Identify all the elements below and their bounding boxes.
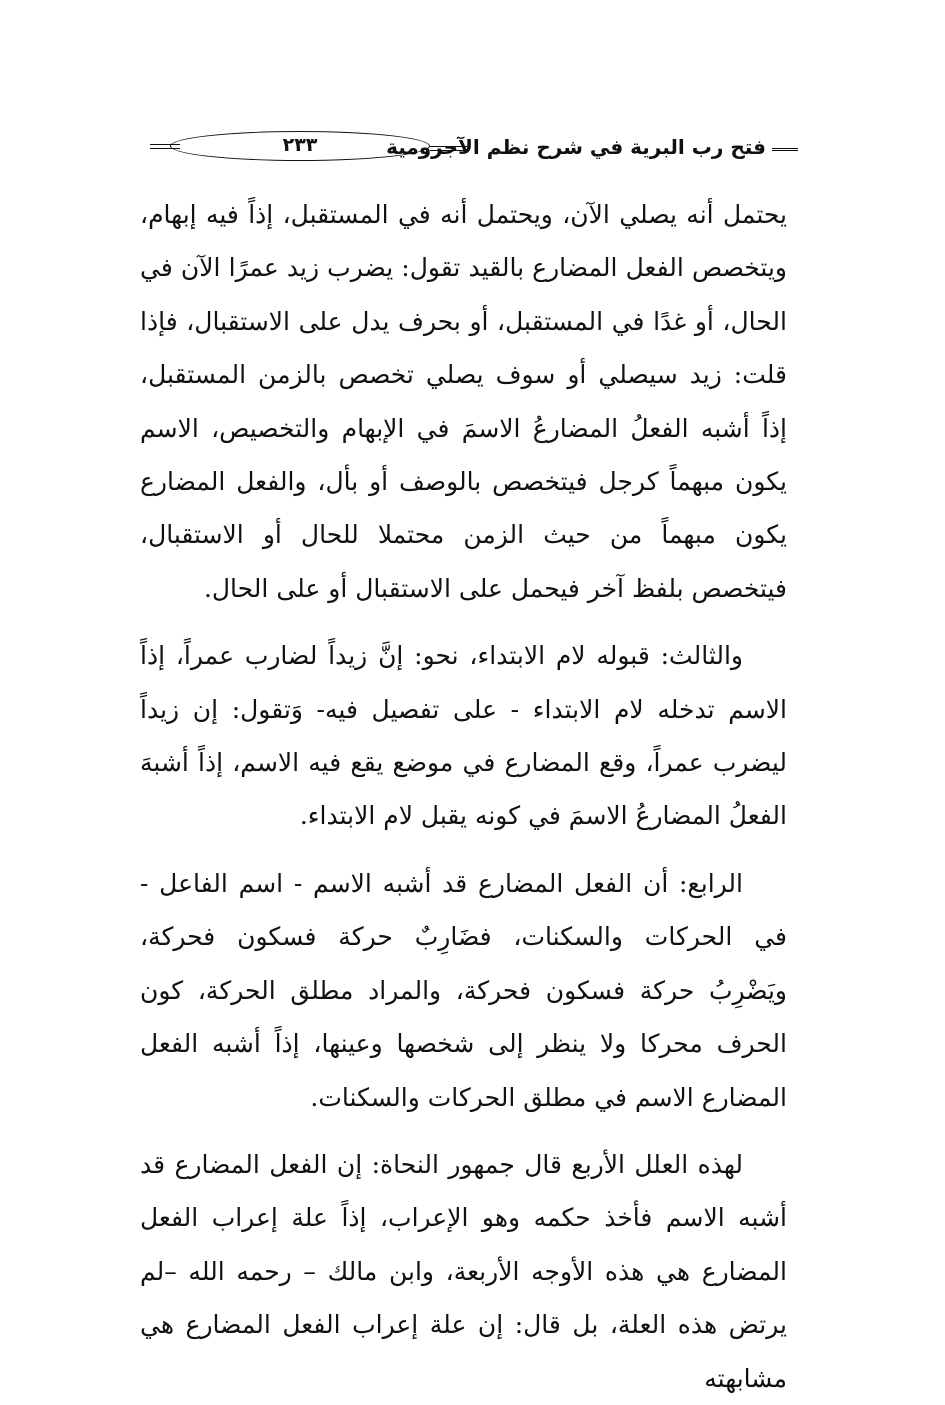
- page-number: ٢٣٣: [282, 134, 318, 156]
- header-rule-left: [150, 144, 180, 149]
- body-text: [140, 188, 787, 1405]
- paragraph-2: والثالث: قبوله لام الابتداء، نحو: إنَّ زيداً لضارب عمراً، إذاً الاسم تدخله لام الابتداء - على تفصيل فيه- وَتقول: إن زيداً ليضرب عمراً، وقع المضارع في موضع يقع فيه الاسم، إذاً أشبهَ الفعلُ المضارعُ الاسمَ في كونه يقبل لام الابتداء.: [140, 641, 787, 831]
- running-header: [150, 128, 798, 168]
- header-rule-middle: [430, 146, 468, 151]
- header-rule-right: [772, 148, 798, 151]
- book-title: فتح رب البرية في شرح نظم الآجرومية: [386, 135, 766, 159]
- paragraph-4: لهذه العلل الأربع قال جمهور النحاة: إن الفعل المضارع قد أشبه الاسم فأخذ حكمه وهو الإعراب، إذاً علة إعراب الفعل المضارع هي هذه الأوجه الأربعة، وابن مالك – رحمه الله –لم يرتض هذه العلة، بل قال: إن علة إعراب الفعل المضارع هي مشابهته: [140, 1149, 787, 1393]
- paragraph-3: الرابع: أن الفعل المضارع قد أشبه الاسم - اسم الفاعل - في الحركات والسكنات، فضَارِبٌ حركة فسكون فحركة، ويَضْرِبُ حركة فسكون فحركة، والمراد مطلق الحركة، كون الحرف محركا ولا ينظر إلى شخصها وعينها، إذاً أشبه الفعل المضارع الاسم في مطلق الحركات والسكنات.: [140, 868, 787, 1112]
- paragraph-1: يحتمل أنه يصلي الآن، ويحتمل أنه في المستقبل، إذاً فيه إبهام، ويتخصص الفعل المضارع بالقيد تقول: يضرب زيد عمرًا الآن في الحال، أو غدًا في المستقبل، أو بحرف يدل على الاستقبال، فإذا قلت: زيد سيصلي أو سوف يصلي تخصص بالزمن المستقبل، إذاً أشبه الفعلُ المضارعُ الاسمَ في الإبهام والتخصيص، الاسم يكون مبهماً كرجل فيتخصص بالوصف أو بأل، والفعل المضارع يكون مبهماً من حيث الزمن محتملا للحال أو الاستقبال، فيتخصص بلفظ آخر فيحمل على الاستقبال أو على الحال.: [140, 200, 787, 603]
- page-number-frame: [170, 131, 430, 161]
